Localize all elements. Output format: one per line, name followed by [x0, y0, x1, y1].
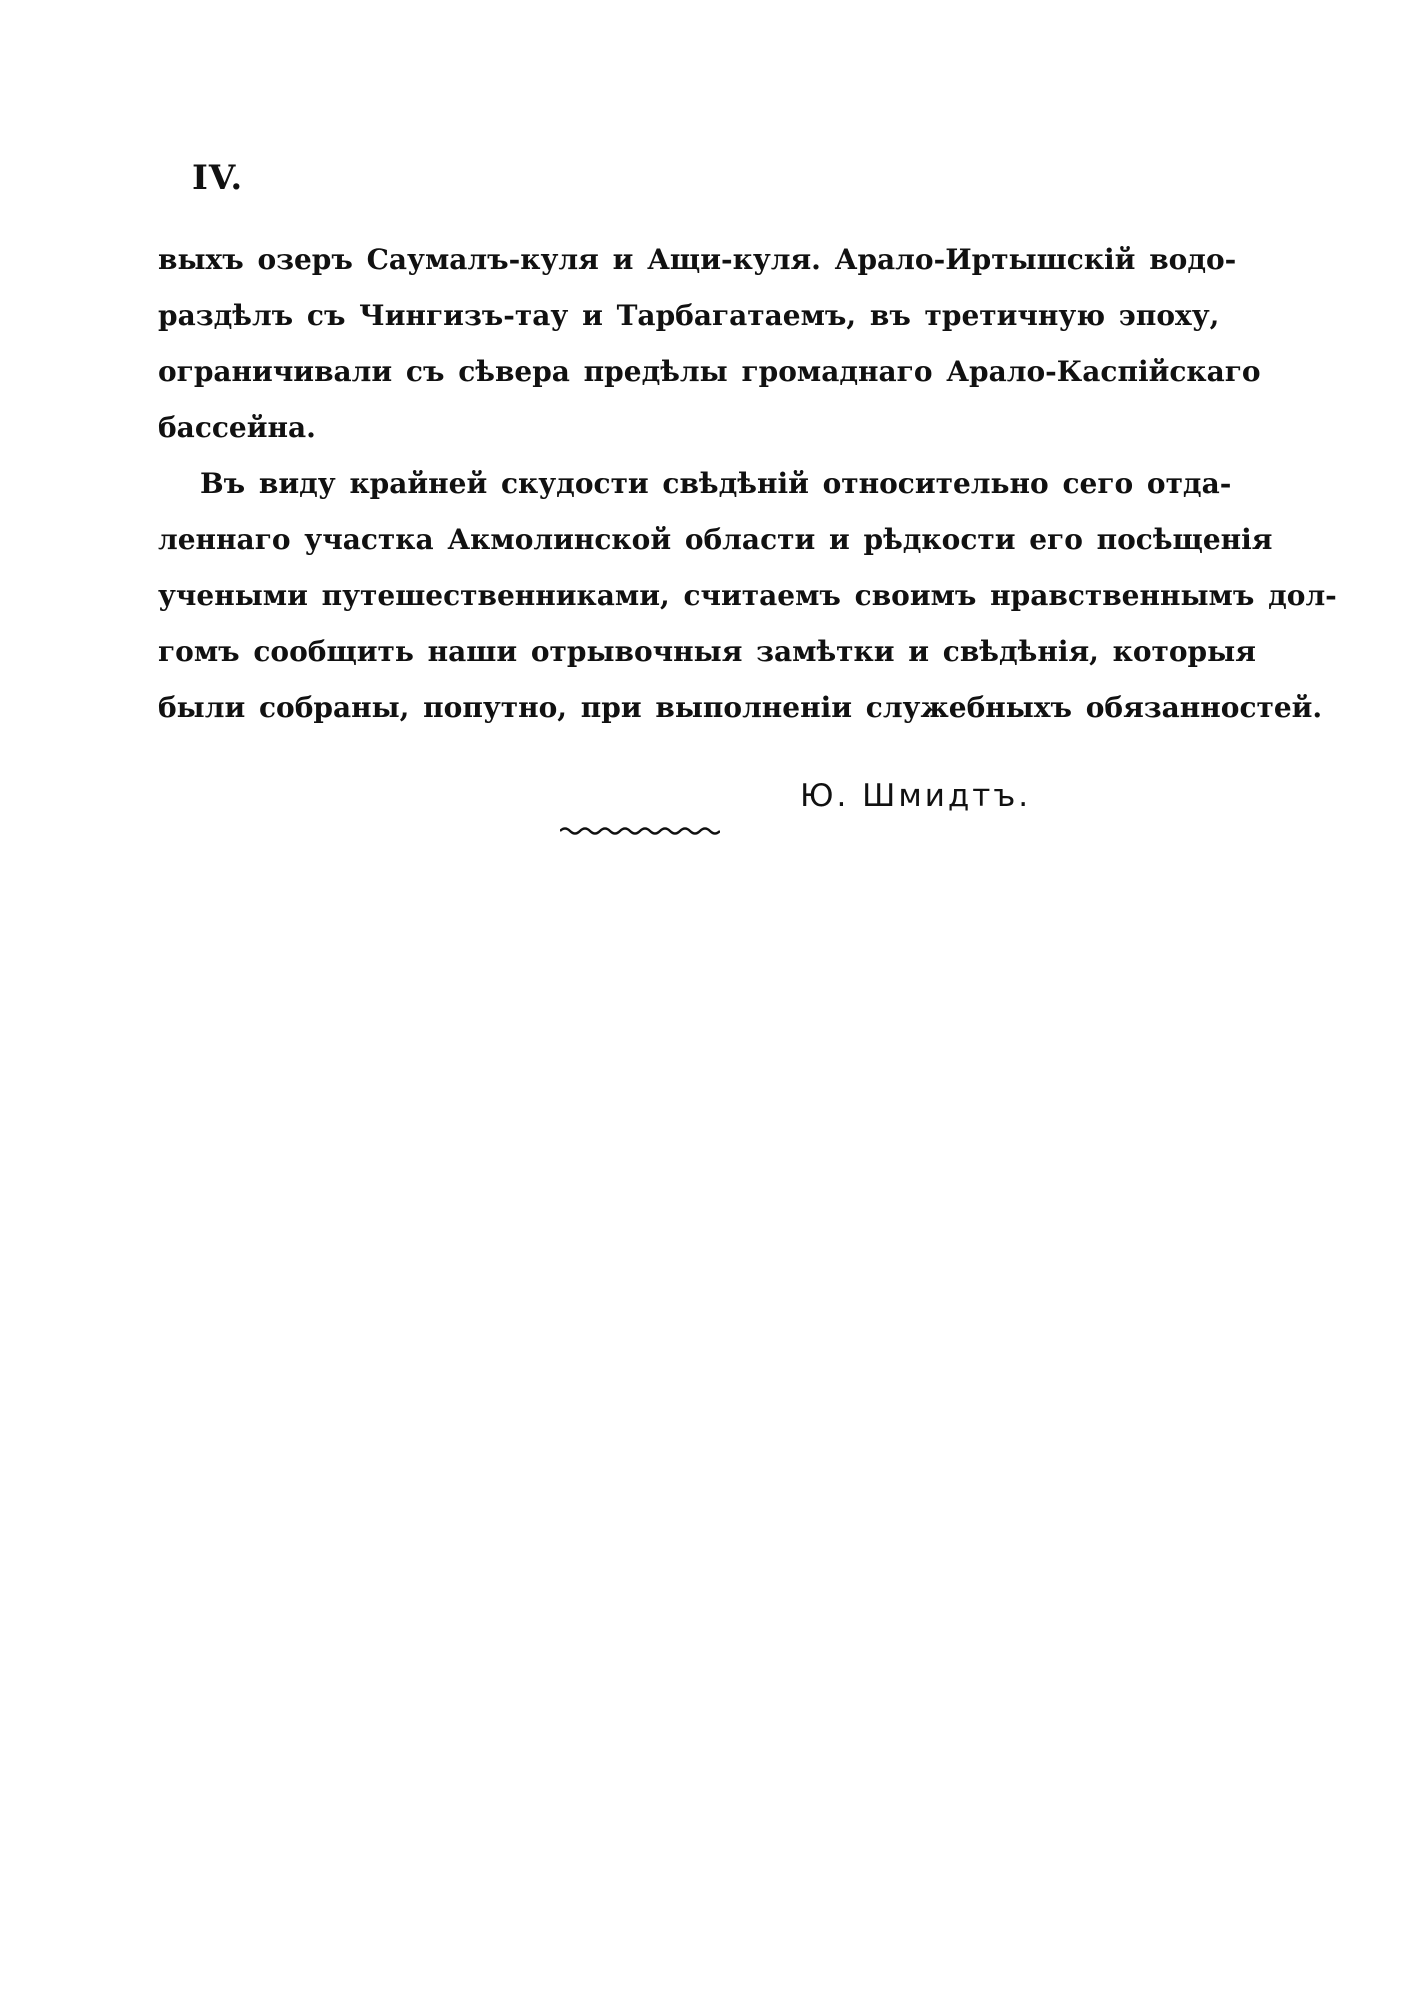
text-line: были собраны, попутно, при выполненіи служебныхъ обязанностей. [158, 691, 1323, 724]
body-text [158, 232, 1337, 736]
paragraph-1 [158, 232, 1261, 456]
text-line: Въ виду крайней скудости свѣдѣній относительно сего отда- [200, 467, 1232, 500]
text-line: ограничивали съ сѣвера предѣлы громаднаго Арало-Каспійскаго [158, 355, 1261, 388]
text-line: бассейна. [158, 411, 316, 444]
text-line: раздѣлъ съ Чингизъ-тау и Тарбагатаемъ, въ третичную эпоху, [158, 299, 1220, 332]
text-line: гомъ сообщить наши отрывочныя замѣтки и свѣдѣнія, которыя [158, 635, 1256, 668]
text-line: леннаго участка Акмолинской области и рѣдкости его посѣщенія [158, 523, 1273, 556]
text-line: учеными путешественниками, считаемъ своимъ нравственнымъ дол- [158, 579, 1337, 612]
paragraph-2 [158, 456, 1337, 736]
text-line: выхъ озеръ Саумалъ-куля и Ащи-куля. Арало-Иртышскій водо- [158, 243, 1237, 276]
author-signature: Ю. Шмидтъ. [800, 778, 1032, 814]
wavy-rule-icon [560, 824, 720, 838]
page-number: IV. [192, 158, 244, 198]
